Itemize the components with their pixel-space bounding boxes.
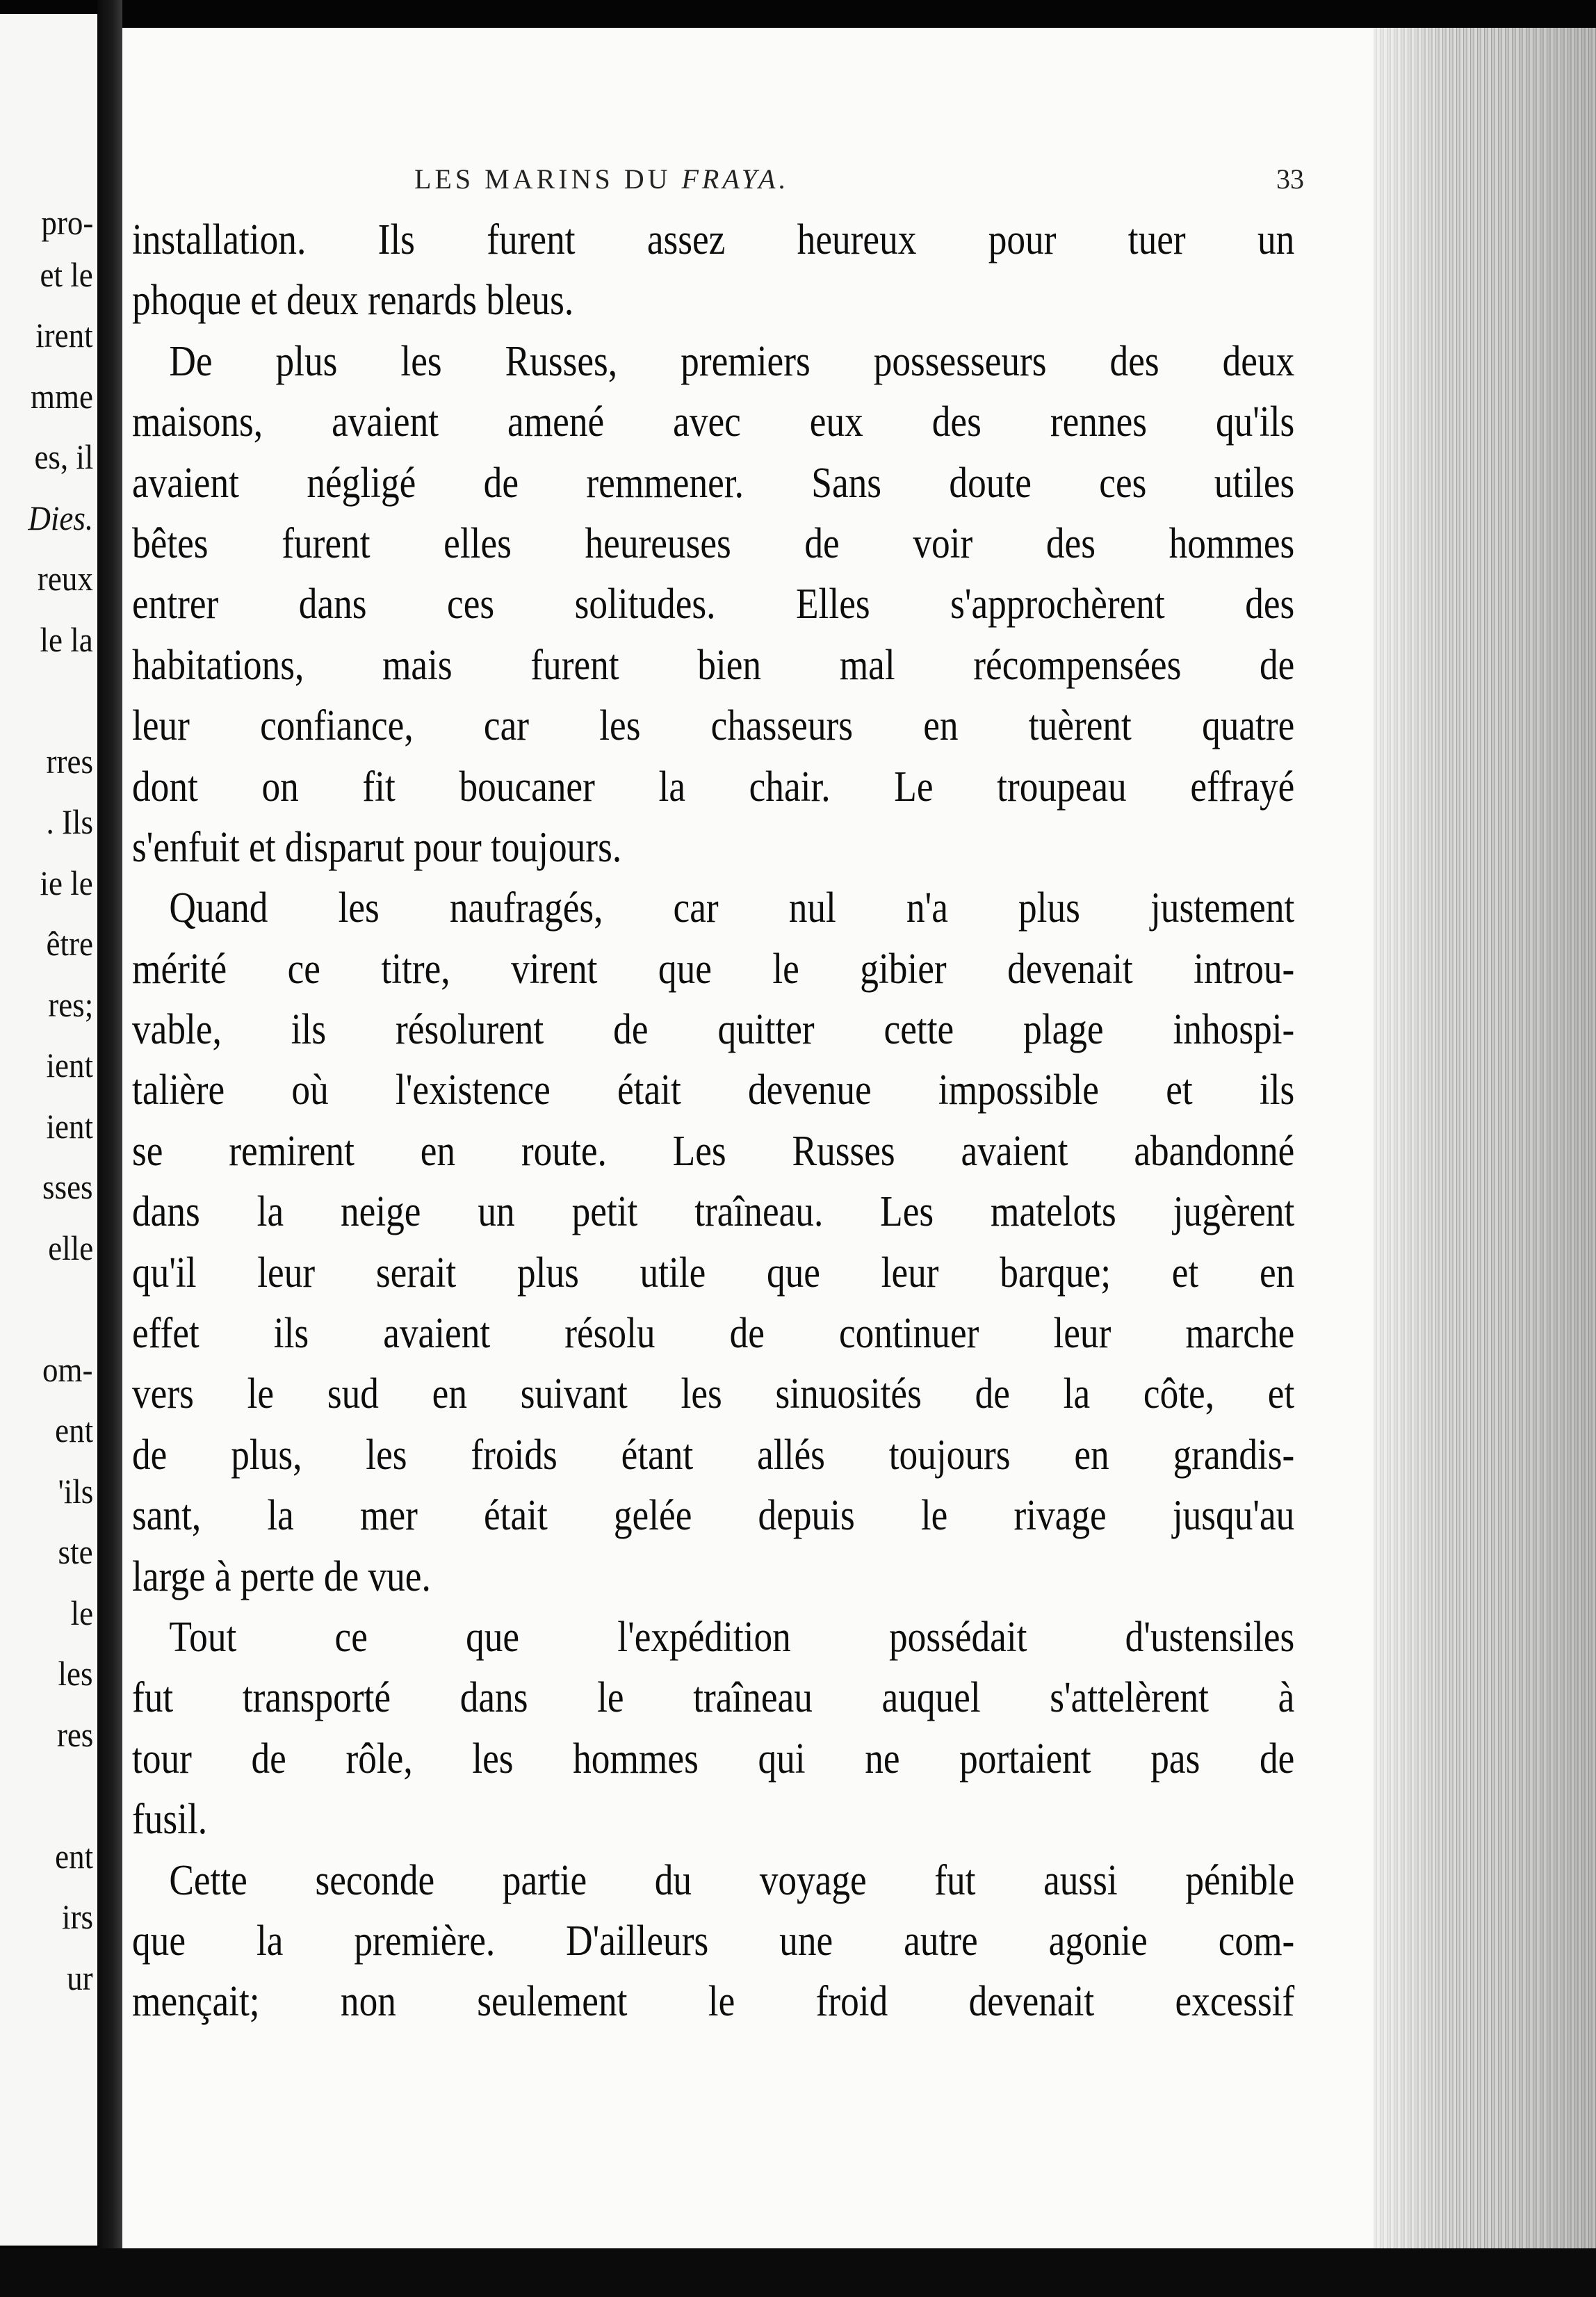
running-title	[414, 163, 789, 195]
facing-fragment: sses	[42, 1167, 93, 1206]
text-line: s'enfuit et disparut pour toujours.	[132, 823, 622, 871]
page-number: 33	[1276, 163, 1304, 195]
facing-fragment: ient	[46, 1046, 93, 1085]
text-line: Cette seconde partie du voyage fut aussi pénible	[169, 1856, 1295, 1904]
text-line: maisons, avaient amené avec eux des rennes qu'ils	[132, 398, 1295, 446]
text-line: sant, la mer était gelée depuis le rivage jusqu'au	[132, 1492, 1295, 1540]
text-line: De plus les Russes, premiers possesseurs des deux	[169, 337, 1295, 385]
text-line: fut transporté dans le traîneau auquel s'attelèrent à	[132, 1674, 1295, 1722]
running-title-ship: FRAYA.	[681, 163, 790, 195]
facing-fragment: irs	[62, 1897, 93, 1936]
facing-fragment: irent	[35, 316, 93, 355]
text-line: habitations, mais furent bien mal récompensées de	[132, 641, 1295, 689]
text-line: Tout ce que l'expédition possédait d'ustensiles	[169, 1613, 1295, 1661]
facing-fragment: et le	[40, 255, 93, 294]
facing-fragment: les	[58, 1654, 93, 1693]
facing-fragment: ste	[58, 1532, 93, 1571]
page-fore-edge-shade	[1374, 28, 1596, 2248]
text-line: dont on fit boucaner la chair. Le troupeau effrayé	[132, 763, 1295, 811]
text-line: phoque et deux renards bleus.	[132, 277, 574, 325]
facing-fragment: Dies.	[28, 498, 93, 537]
text-line: installation. Ils furent assez heureux pour tuer un	[132, 216, 1295, 263]
facing-fragment: reux	[38, 559, 93, 598]
text-line: avaient négligé de remmener. Sans doute ces utiles	[132, 459, 1295, 507]
facing-fragment: 'ils	[58, 1472, 93, 1511]
body-text	[132, 210, 1294, 2033]
facing-fragment: res	[56, 1715, 93, 1754]
text-line: mérité ce titre, virent que le gibier devenait introu-	[132, 945, 1295, 993]
facing-fragment: ent	[55, 1837, 93, 1876]
scan-bottom-border	[0, 2248, 1596, 2297]
running-title-prefix: LES MARINS DU	[414, 163, 671, 195]
facing-page-edge	[0, 14, 97, 2246]
text-line: fusil.	[132, 1796, 208, 1844]
book-page	[122, 28, 1374, 2248]
text-line: entrer dans ces solitudes. Elles s'approchèrent des	[132, 581, 1295, 628]
facing-fragment: res;	[48, 985, 93, 1024]
facing-fragment: pro-	[41, 203, 93, 242]
facing-fragment: le la	[40, 620, 93, 659]
facing-fragment: ent	[55, 1411, 93, 1450]
text-line: bêtes furent elles heureuses de voir des hommes	[132, 519, 1295, 567]
text-line: qu'il leur serait plus utile que leur barque; et en	[132, 1249, 1295, 1297]
text-line: mençait; non seulement le froid devenait excessif	[132, 1978, 1295, 2026]
text-line: dans la neige un petit traîneau. Les matelots jugèrent	[132, 1188, 1295, 1236]
text-line: de plus, les froids étant allés toujours en grandis-	[132, 1431, 1295, 1479]
facing-fragment: elle	[48, 1228, 93, 1267]
book-gutter	[97, 0, 122, 2297]
text-line: tour de rôle, les hommes qui ne portaient pas de	[132, 1735, 1295, 1783]
text-line: effet ils avaient résolu de continuer leur marche	[132, 1310, 1295, 1358]
facing-fragment: om-	[42, 1350, 93, 1389]
text-line: vers le sud en suivant les sinuosités de la côte, et	[132, 1370, 1295, 1418]
facing-fragment: être	[46, 924, 93, 963]
text-line: talière où l'existence était devenue impossible et ils	[132, 1066, 1295, 1114]
text-line: que la première. D'ailleurs une autre agonie com-	[132, 1917, 1295, 1965]
facing-fragment: es, il	[34, 437, 93, 476]
facing-fragment: ur	[67, 1958, 93, 1997]
text-line: Quand les naufragés, car nul n'a plus justement	[169, 884, 1295, 932]
facing-fragment: mme	[31, 377, 93, 416]
text-line: leur confiance, car les chasseurs en tuèrent quatre	[132, 702, 1295, 750]
facing-fragment: ient	[46, 1107, 93, 1146]
text-line: vable, ils résolurent de quitter cette plage inhospi-	[132, 1006, 1295, 1054]
facing-fragment: . Ils	[46, 802, 93, 841]
running-head	[122, 132, 1374, 195]
facing-fragment: rres	[46, 742, 93, 781]
text-line: large à perte de vue.	[132, 1552, 431, 1600]
facing-fragment: ie le	[40, 863, 93, 902]
facing-fragment: le	[70, 1593, 93, 1632]
text-line: se remirent en route. Les Russes avaient abandonné	[132, 1127, 1295, 1175]
